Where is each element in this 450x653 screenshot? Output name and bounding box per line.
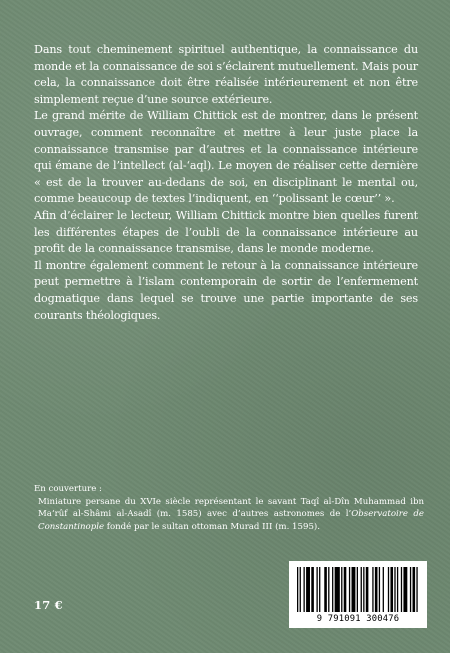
- description-paragraph-1: Dans tout cheminement spirituel authentique, la connaissance du monde et la connaissance de soi s’éclairent mutuellement. Mais pour cela, la connaissance doit être réalisée intérieurement et non être simplement reçue d’une source extérieure.: [34, 43, 418, 106]
- barcode-bar-1: [300, 567, 301, 612]
- barcode-bar-24: [390, 567, 393, 612]
- barcode-bar-12: [344, 567, 347, 612]
- barcode-bar-19: [372, 567, 373, 612]
- price-label: 17 €: [34, 598, 63, 612]
- barcode-bar-8: [328, 567, 329, 612]
- cover-credit-observatory-name: Observatoire de Constantinople: [38, 509, 424, 532]
- barcode-bar-5: [316, 567, 317, 612]
- cover-credit-text-part-2: fondé par le sultan ottoman Murad III (m. 1595).: [104, 521, 320, 532]
- barcode-bar-14: [352, 567, 356, 612]
- barcode-bar-17: [363, 567, 364, 612]
- barcode-bar-30: [413, 567, 416, 612]
- barcode-bar-26: [397, 567, 398, 612]
- cover-credit-text-part-1: Miniature persane du XVIe siècle représentant le savant Taqî al-Dîn Muhammad ibn Ma‘rûf al-Shâmi al-Asadî (m. 1585) avec d’autres astronomes de l’: [38, 497, 424, 520]
- description-paragraph-3: Afin d’éclairer le lecteur, William Chittick montre bien quelles furent les différentes étapes de l’oubli de la connaissance intérieure au profit de la connaissance transmise, dans le monde moderne.: [34, 208, 418, 256]
- barcode-bar-9: [332, 567, 333, 612]
- barcode-bar-27: [401, 567, 402, 612]
- barcode-bar-4: [311, 567, 314, 612]
- barcode-bar-23: [388, 567, 389, 612]
- barcode-bar-0: [297, 567, 298, 612]
- barcode-bar-20: [375, 567, 378, 612]
- barcode-bar-11: [341, 567, 342, 612]
- barcode-bar-21: [379, 567, 380, 612]
- barcode-bar-2: [303, 567, 304, 612]
- barcode-bar-29: [410, 567, 411, 612]
- barcode: [289, 561, 427, 628]
- description-paragraph-4: Il montre également comment le retour à la connaissance intérieure peut permettre à l’islam contemporain de sortir de l’enfermement dogmatique dans lequel se trouve une partie importante de ses courants théologiques.: [34, 258, 418, 322]
- barcode-number: 9 791091 300476: [316, 614, 400, 624]
- cover-credit-heading: En couverture :: [34, 484, 102, 494]
- barcode-bar-13: [349, 567, 350, 612]
- barcode-bar-18: [366, 567, 369, 612]
- barcode-bar-3: [306, 567, 310, 612]
- barcode-bar-28: [403, 567, 407, 612]
- barcode-bar-15: [357, 567, 358, 612]
- cover-credit-text: [38, 496, 424, 533]
- barcode-bar-16: [361, 567, 362, 612]
- barcode-bar-10: [335, 567, 340, 612]
- back-cover-description: [34, 42, 418, 324]
- barcode-bar-25: [394, 567, 395, 612]
- barcode-bar-6: [319, 567, 320, 612]
- barcode-bar-7: [324, 567, 327, 612]
- cover-credit: [34, 483, 424, 533]
- description-paragraph-2: Le grand mérite de William Chittick est de montrer, dans le présent ouvrage, comment reconnaître et mettre à leur juste place la connaissance transmise par d’autres et la connaissance intérieure qui émane de l’intellect (al-‘aql). Le moyen de réaliser cette dernière « est de la trouver au-dedans de soi, en disciplinant le mental ou, comme beaucoup de textes l’indiquent, en ‘‘polissant le cœur’’ ».: [34, 109, 418, 206]
- barcode-bar-31: [416, 567, 417, 612]
- barcode-bar-22: [383, 567, 384, 612]
- barcode-bars: [297, 567, 419, 612]
